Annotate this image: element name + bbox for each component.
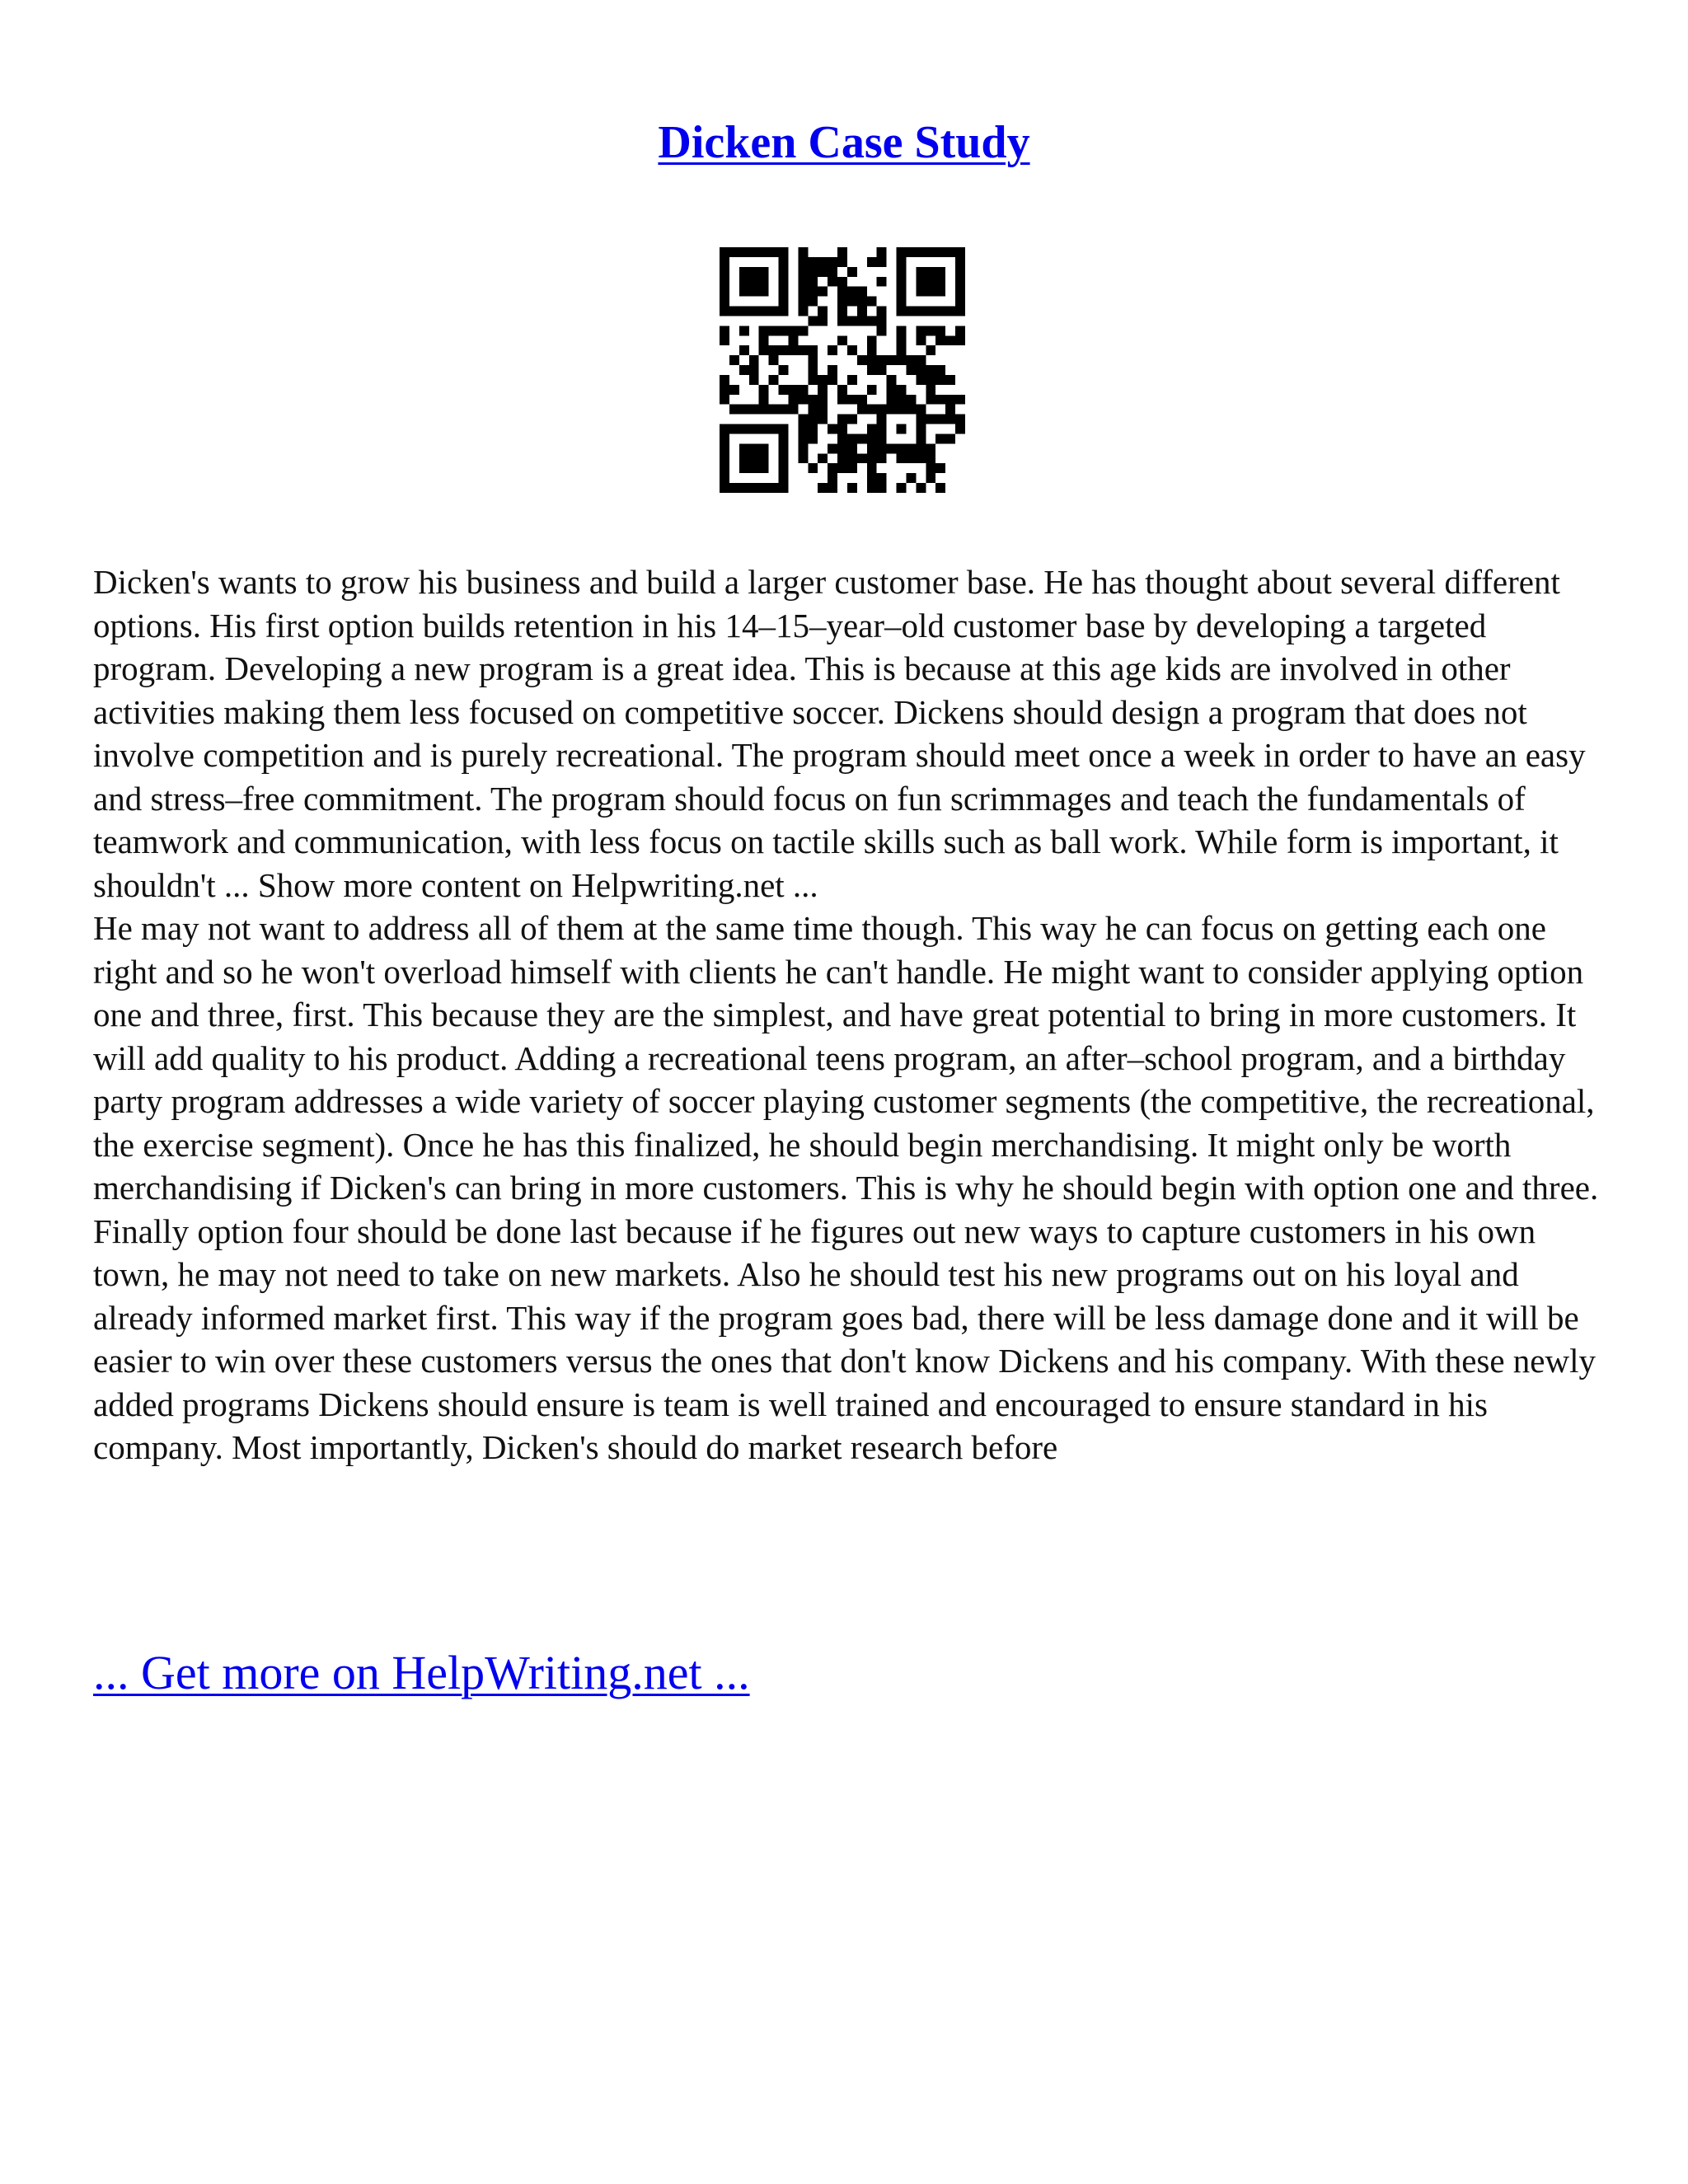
get-more-link[interactable]: ... Get more on HelpWriting.net ... (93, 1646, 750, 1699)
page-title (0, 114, 1688, 171)
article-body (93, 560, 1606, 1469)
title-link[interactable]: Dicken Case Study (658, 117, 1030, 168)
qr-code-icon (720, 247, 965, 493)
paragraph-2: He may not want to address all of them at the same time though. This way he can focus on getting each one right and so he won't overload himself with clients he can't handle. He might want to consider applying option one and three, first. This because they are the simplest, and have great potential to bring in more customers. It will add quality to his product. Adding a recreational teens program, an after–school program, and a birthday party program addresses a wide variety of soccer playing customer segments (the competitive, the recreational, the exercise segment). Once he has this finalized, he should begin merchandising. It might only be worth merchandising if Dicken's can bring in more customers. This is why he should begin with option one and three. Finally option four should be done last because if he figures out new ways to capture customers in his own town, he may not need to take on new markets. Also he should test his new programs out on his loyal and already informed market first. This way if the program goes bad, there will be less damage done and it will be easier to win over these customers versus the ones that don't know Dickens and his company. With these newly added programs Dickens should ensure is team is well trained and encouraged to ensure standard in his company. Most importantly, Dicken's should do market research before (93, 909, 1599, 1466)
paragraph-1: Dicken's wants to grow his business and build a larger customer base. He has thought about several different options. His first option builds retention in his 14–15–year–old customer base by developing a targeted program. Developing a new program is a great idea. This is because at this age kids are involved in other activities making them less focused on competitive soccer. Dickens should design a program that does not involve competition and is purely recreational. The program should meet once a week in order to have an easy and stress–free commitment. The program should focus on fun scrimmages and teach the fundamentals of teamwork and communication, with less focus on tactile skills such as ball work. While form is important, it shouldn't ... Show more content on Helpwriting.net ... (93, 563, 1586, 904)
